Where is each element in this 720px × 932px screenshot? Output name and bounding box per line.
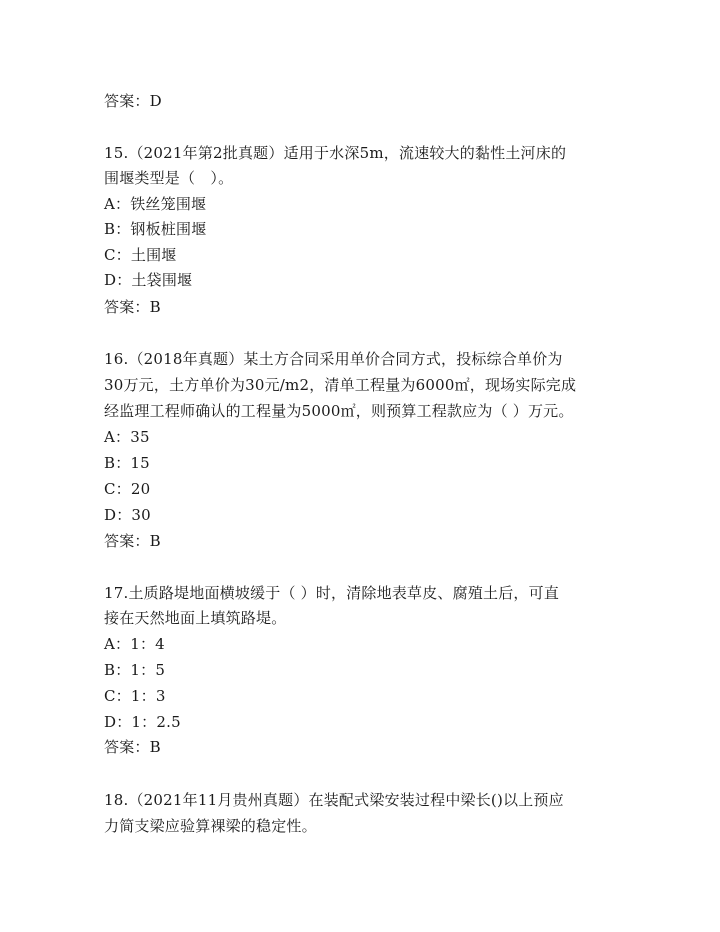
q15-option-a: A：铁丝笼围堰 bbox=[104, 195, 207, 213]
q15-option-d: D：土袋围堰 bbox=[104, 271, 193, 289]
q15-option-c: C：土围堰 bbox=[104, 246, 177, 264]
q18-stem-line-1: 18.（2021年11月贵州真题）在装配式梁安装过程中梁长()以上预应 bbox=[104, 791, 564, 809]
q15-answer: 答案：B bbox=[104, 298, 161, 316]
q17-answer: 答案：B bbox=[104, 738, 161, 756]
q17-stem-line-1: 17.土质路堤地面横坡缓于（ ）时，清除地表草皮、腐殖土后，可直 bbox=[104, 584, 560, 602]
q15-stem-line-2: 围堰类型是（ ）。 bbox=[104, 169, 234, 187]
q17-option-d: D：1：2.5 bbox=[104, 713, 181, 731]
q17-option-a: A：1：4 bbox=[104, 635, 165, 653]
q17-option-b: B：1：5 bbox=[104, 661, 166, 679]
q15-stem-line-1: 15.（2021年第2批真题）适用于水深5m，流速较大的黏性土河床的 bbox=[104, 144, 567, 162]
q16-option-d: D：30 bbox=[104, 506, 151, 524]
q16-stem-line-1: 16.（2018年真题）某土方合同采用单价合同方式，投标综合单价为 bbox=[104, 350, 563, 368]
q16-stem-line-2: 30万元，土方单价为30元/m2，清单工程量为6000㎡，现场实际完成 bbox=[104, 376, 577, 394]
q17-option-c: C：1：3 bbox=[104, 687, 166, 705]
q16-option-c: C：20 bbox=[104, 480, 151, 498]
q18-stem-line-2: 力简支梁应验算裸梁的稳定性。 bbox=[104, 817, 317, 835]
q16-option-b: B：15 bbox=[104, 454, 150, 472]
q17-stem-line-2: 接在天然地面上填筑路堤。 bbox=[104, 609, 287, 627]
q16-stem-line-3: 经监理工程师确认的工程量为5000㎡，则预算工程款应为（ ）万元。 bbox=[104, 402, 574, 420]
answer-q14: 答案：D bbox=[104, 92, 162, 110]
q16-answer: 答案：B bbox=[104, 532, 161, 550]
q16-option-a: A：35 bbox=[104, 428, 150, 446]
q15-option-b: B：钢板桩围堰 bbox=[104, 220, 207, 238]
